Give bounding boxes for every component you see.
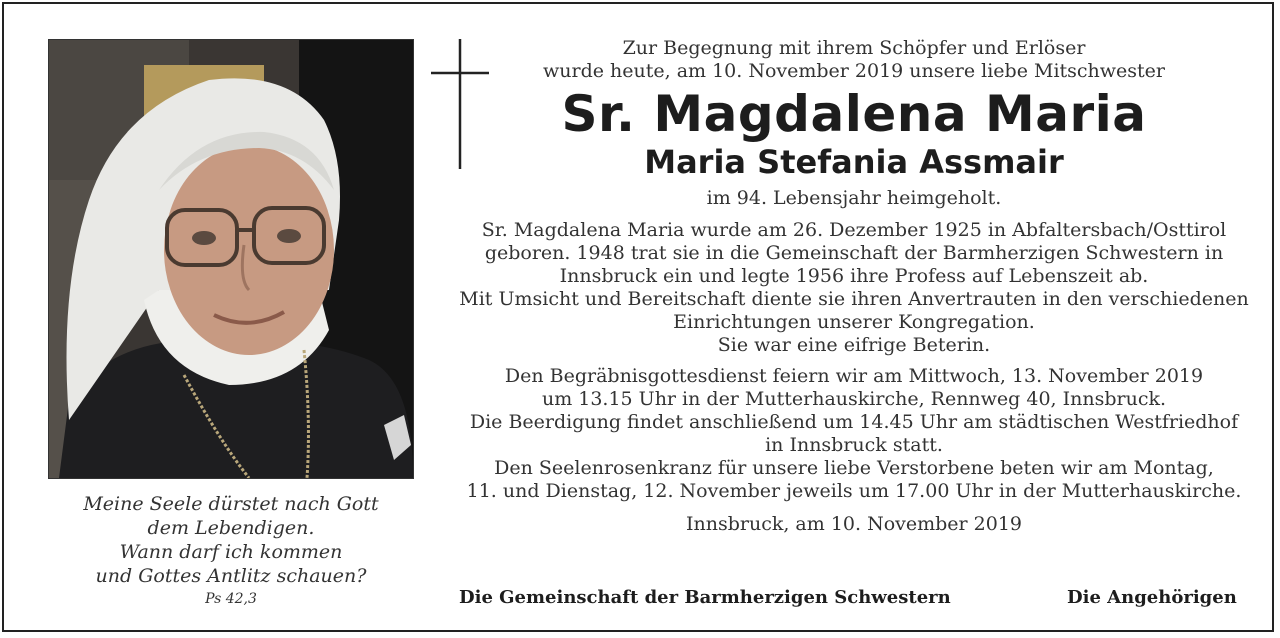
funeral-line: 11. und Dienstag, 12. November jeweils um 17.00 Uhr in der Mutterhauskirche. bbox=[466, 480, 1242, 502]
funeral-line: Den Seelenrosenkranz für unsere liebe Verstorbene beten wir am Montag, bbox=[494, 457, 1214, 479]
biography-line: Sie war eine eifrige Beterin. bbox=[717, 334, 991, 356]
funeral-line: in Innsbruck statt. bbox=[765, 434, 943, 456]
place-date: Innsbruck, am 10. November 2019 bbox=[685, 513, 1023, 535]
biography-line: Sr. Magdalena Maria wurde am 26. Dezember 1925 in Abfaltersbach/Osttirol bbox=[481, 219, 1227, 241]
quote-line: und Gottes Antlitz schauen? bbox=[95, 565, 367, 587]
biography-line: geboren. 1948 trat sie in die Gemeinschaft der Barmherzigen Schwestern in bbox=[484, 242, 1224, 264]
quote-reference: Ps 42,3 bbox=[205, 591, 257, 607]
biography-line: Mit Umsicht und Bereitschaft diente sie ihren Anvertrauten in den verschiedenen bbox=[459, 288, 1249, 310]
notice-body bbox=[444, 37, 1264, 536]
quote-line: dem Lebendigen. bbox=[147, 517, 315, 539]
intro-text bbox=[444, 37, 1264, 83]
quote-line: Meine Seele dürstet nach Gott bbox=[83, 493, 379, 515]
intro-line: Zur Begegnung mit ihrem Schöpfer und Erlöser bbox=[622, 37, 1086, 59]
biography-line: Innsbruck ein und legte 1956 ihre Profess auf Lebenszeit ab. bbox=[559, 265, 1149, 287]
bible-quote bbox=[48, 492, 414, 610]
deceased-name: Sr. Magdalena Maria bbox=[561, 85, 1147, 143]
signature-community: Die Gemeinschaft der Barmherzigen Schwestern bbox=[459, 587, 951, 608]
obituary-notice bbox=[2, 2, 1274, 632]
funeral-line: Die Beerdigung findet anschließend um 14.45 Uhr am städtischen Westfriedhof bbox=[469, 411, 1239, 433]
quote-line: Wann darf ich kommen bbox=[119, 541, 343, 563]
funeral-line: Den Begräbnisgottesdienst feiern wir am Mittwoch, 13. November 2019 bbox=[504, 365, 1204, 387]
civil-name: Maria Stefania Assmair bbox=[644, 143, 1064, 181]
biography-line: Einrichtungen unserer Kongregation. bbox=[673, 311, 1035, 333]
signature-relatives: Die Angehörigen bbox=[1067, 587, 1237, 608]
biography bbox=[444, 219, 1264, 357]
funeral-line: um 13.15 Uhr in der Mutterhauskirche, Rennweg 40, Innsbruck. bbox=[541, 388, 1167, 410]
intro-line: wurde heute, am 10. November 2019 unsere liebe Mitschwester bbox=[542, 60, 1166, 82]
age-line: im 94. Lebensjahr heimgeholt. bbox=[706, 187, 1002, 209]
portrait-photo bbox=[48, 39, 414, 479]
funeral-info bbox=[444, 365, 1264, 503]
